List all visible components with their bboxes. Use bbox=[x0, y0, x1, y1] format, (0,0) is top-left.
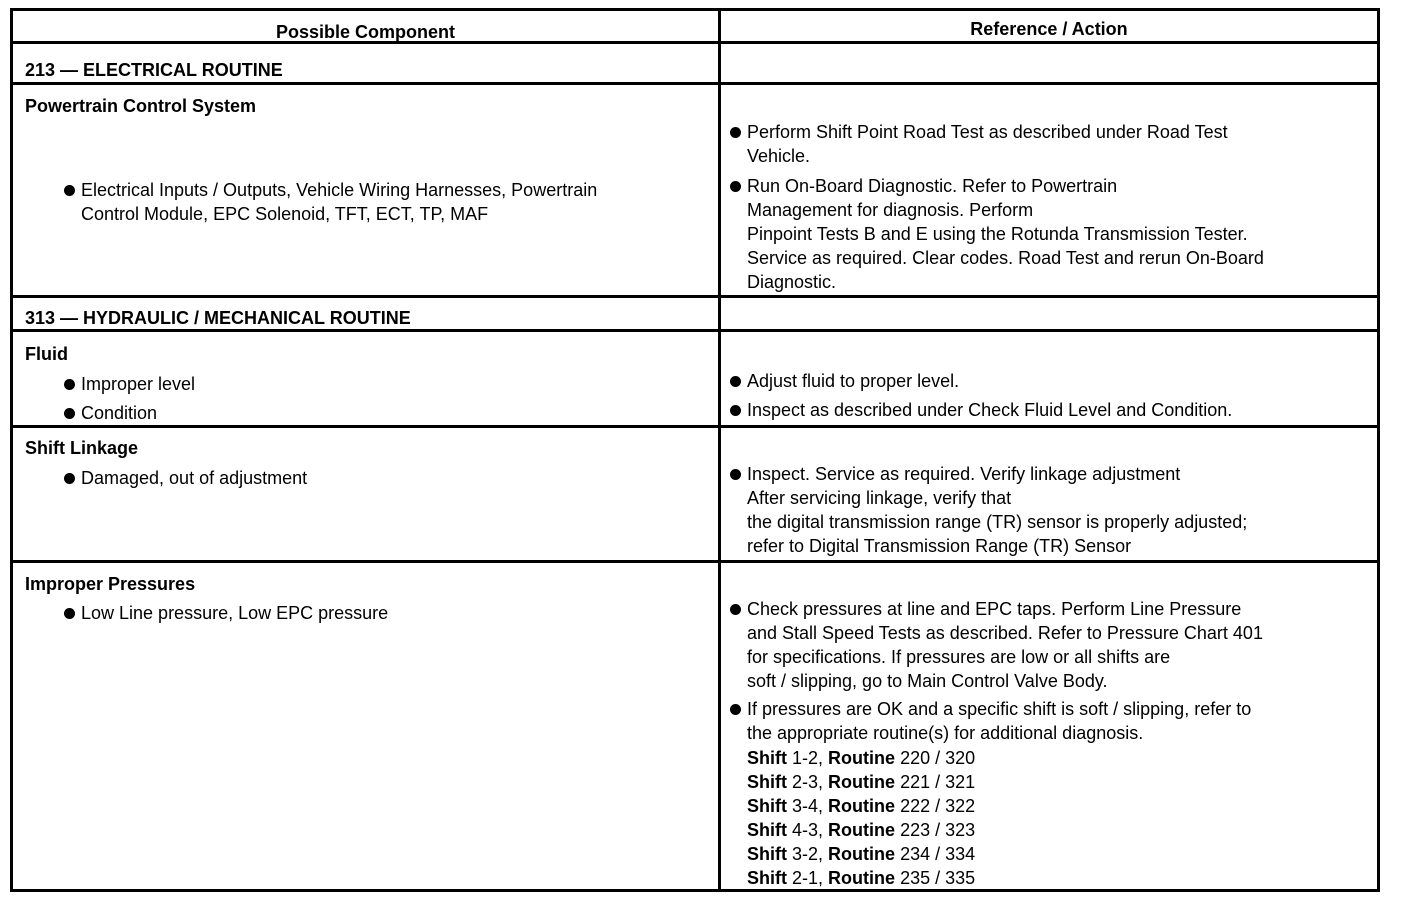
shift-routine-line: Shift 2-1, Routine 235 / 335 bbox=[747, 868, 976, 888]
row-title-fluid: Fluid bbox=[25, 344, 68, 364]
bullet-icon bbox=[64, 408, 75, 419]
row-title-shift-linkage: Shift Linkage bbox=[25, 438, 139, 458]
bullet-icon bbox=[730, 181, 741, 192]
bullet-icon bbox=[64, 473, 75, 484]
list-item: Check pressures at line and EPC taps. Perform Line Pressure and Stall Speed Tests as described. Refer to Pressure Chart 401 for specifications. If pressures are low or all shifts are soft / slipping, go to Main Control Valve Body. bbox=[730, 597, 1263, 693]
row-title-improper-pressures: Improper Pressures bbox=[25, 574, 196, 594]
list-item: Run On-Board Diagnostic. Refer to Powertrain Management for diagnosis. Perform Pinpoint Tests B and E using the Rotunda Transmission Tester. Service as required. Clear codes. Road Test and rerun On-Board Diagnostic. bbox=[730, 174, 1264, 294]
section-title-electrical: 213 — ELECTRICAL ROUTINE bbox=[25, 60, 283, 80]
bullet-icon bbox=[730, 704, 741, 715]
list-item: Low Line pressure, Low EPC pressure bbox=[64, 601, 388, 625]
shift-routine-line: Shift 2-3, Routine 221 / 321 bbox=[747, 772, 976, 792]
column-divider bbox=[718, 11, 721, 889]
bullet-icon bbox=[730, 376, 741, 387]
list-item: Improper level bbox=[64, 372, 195, 396]
list-item: If pressures are OK and a specific shift is soft / slipping, refer to the appropriate routine(s) for additional diagnosis. bbox=[730, 697, 1251, 745]
list-item: Adjust fluid to proper level. bbox=[730, 369, 959, 393]
shift-routine-line: Shift 3-4, Routine 222 / 322 bbox=[747, 796, 976, 816]
row-divider bbox=[13, 560, 1377, 563]
row-divider bbox=[13, 295, 1377, 298]
bullet-icon bbox=[64, 608, 75, 619]
row-divider bbox=[13, 425, 1377, 428]
list-item: Perform Shift Point Road Test as described under Road Test Vehicle. bbox=[730, 120, 1228, 168]
shift-routine-line: Shift 3-2, Routine 234 / 334 bbox=[747, 844, 976, 864]
list-item: Condition bbox=[64, 401, 157, 425]
column-header-component: Possible Component bbox=[275, 22, 455, 42]
bullet-icon bbox=[64, 379, 75, 390]
shift-routine-list bbox=[747, 746, 975, 890]
shift-routine-line: Shift 4-3, Routine 223 / 323 bbox=[747, 820, 976, 840]
bullet-icon bbox=[730, 127, 741, 138]
shift-routine-line: Shift 1-2, Routine 220 / 320 bbox=[747, 748, 976, 768]
section-title-hydraulic: 313 — HYDRAULIC / MECHANICAL ROUTINE bbox=[25, 308, 411, 328]
bullet-icon bbox=[730, 469, 741, 480]
list-item: Damaged, out of adjustment bbox=[64, 466, 307, 490]
list-item: Inspect as described under Check Fluid Level and Condition. bbox=[730, 398, 1232, 422]
row-title-powertrain: Powertrain Control System bbox=[25, 96, 257, 116]
list-item: Inspect. Service as required. Verify linkage adjustment After servicing linkage, verify that the digital transmission range (TR) sensor is properly adjusted; refer to Digital Transmission Range (TR) Sensor bbox=[730, 462, 1247, 558]
diagnostic-table bbox=[10, 8, 1380, 892]
row-divider bbox=[13, 329, 1377, 332]
bullet-icon bbox=[730, 604, 741, 615]
bullet-icon bbox=[64, 185, 75, 196]
bullet-icon bbox=[730, 405, 741, 416]
column-header-action: Reference / Action bbox=[970, 19, 1128, 39]
list-item: Electrical Inputs / Outputs, Vehicle Wiring Harnesses, Powertrain Control Module, EPC Solenoid, TFT, ECT, TP, MAF bbox=[64, 178, 597, 226]
row-divider bbox=[13, 82, 1377, 85]
